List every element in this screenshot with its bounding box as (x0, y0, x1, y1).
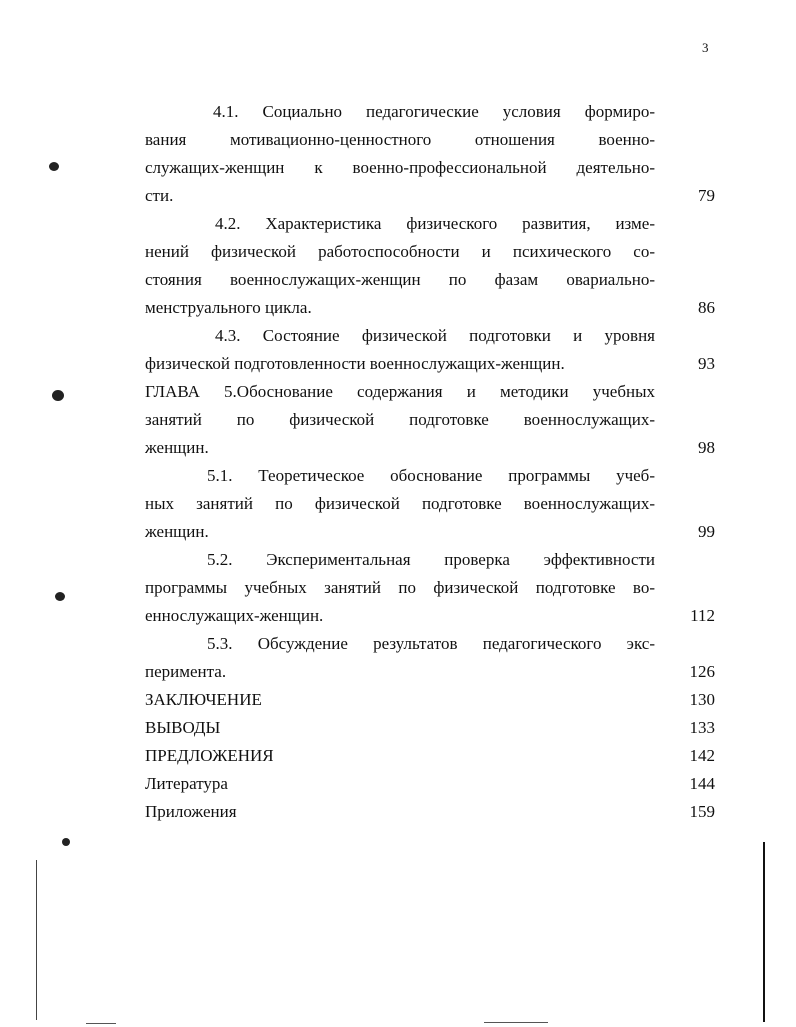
scan-speck (49, 162, 59, 171)
toc-page-number: 99 (698, 522, 715, 541)
toc-line: ВЫВОДЫ (145, 718, 221, 737)
scan-speck (52, 390, 64, 401)
toc-line: нений физической работоспособности и психического со- (145, 242, 655, 261)
toc-page-number: 86 (698, 298, 715, 317)
toc-line: еннослужащих-женщин. (145, 606, 324, 625)
toc-line: Приложения (145, 802, 237, 821)
toc-page-number: 126 (689, 662, 715, 681)
toc-line: вания мотивационно-ценностного отношения военно- (145, 130, 655, 149)
toc-line: 5.3. Обсуждение результатов педагогического экс- (207, 634, 655, 653)
toc-line: ЗАКЛЮЧЕНИЕ (145, 690, 262, 709)
toc-line: сти. (145, 186, 174, 205)
toc-line: 4.1. Социально педагогические условия формиро- (213, 102, 655, 121)
toc-line: женщин. (145, 438, 209, 457)
toc-line: стояния военнослужащих-женщин по фазам овариально- (145, 270, 655, 289)
toc-page-number: 93 (698, 354, 715, 373)
toc-line: 5.1. Теоретическое обоснование программы учеб- (207, 466, 655, 485)
toc-line: перимента. (145, 662, 227, 681)
toc-page-number: 98 (698, 438, 715, 457)
toc-line: 4.3. Состояние физической подготовки и уровня (215, 326, 655, 345)
toc-line: служащих-женщин к военно-профессиональной деятельно- (145, 158, 655, 177)
toc-line: 5.2. Экспериментальная проверка эффективности (207, 550, 655, 569)
toc-page-number: 130 (689, 690, 715, 709)
toc-line: менструального цикла. (145, 298, 312, 317)
page-number: 3 (702, 40, 709, 55)
toc-line: ных занятий по физической подготовке военнослужащих- (145, 494, 655, 513)
toc-line: женщин. (145, 522, 209, 541)
scan-speck (62, 838, 70, 846)
toc-page-number: 112 (690, 606, 715, 625)
toc-line: ПРЕДЛОЖЕНИЯ (145, 746, 274, 765)
scan-edge-line (36, 860, 37, 1020)
scan-edge-line (484, 1022, 548, 1023)
scan-speck (55, 592, 65, 601)
toc-page-number: 159 (689, 802, 715, 821)
toc-page-number: 144 (689, 774, 715, 793)
toc-page-number: 133 (689, 718, 715, 737)
scan-edge-line (763, 842, 765, 1022)
toc-line: ГЛАВА 5.Обоснование содержания и методики учебных (145, 382, 655, 401)
toc-page-number: 79 (698, 186, 715, 205)
scan-edge-line (86, 1023, 116, 1024)
toc-line: Литература (145, 774, 228, 793)
toc-line: физической подготовленности военнослужащих-женщин. (145, 354, 565, 373)
toc-line: занятий по физической подготовке военнослужащих- (145, 410, 655, 429)
toc-line: программы учебных занятий по физической подготовке во- (145, 578, 655, 597)
toc-line: 4.2. Характеристика физического развития, изме- (215, 214, 655, 233)
toc-page-number: 142 (689, 746, 715, 765)
